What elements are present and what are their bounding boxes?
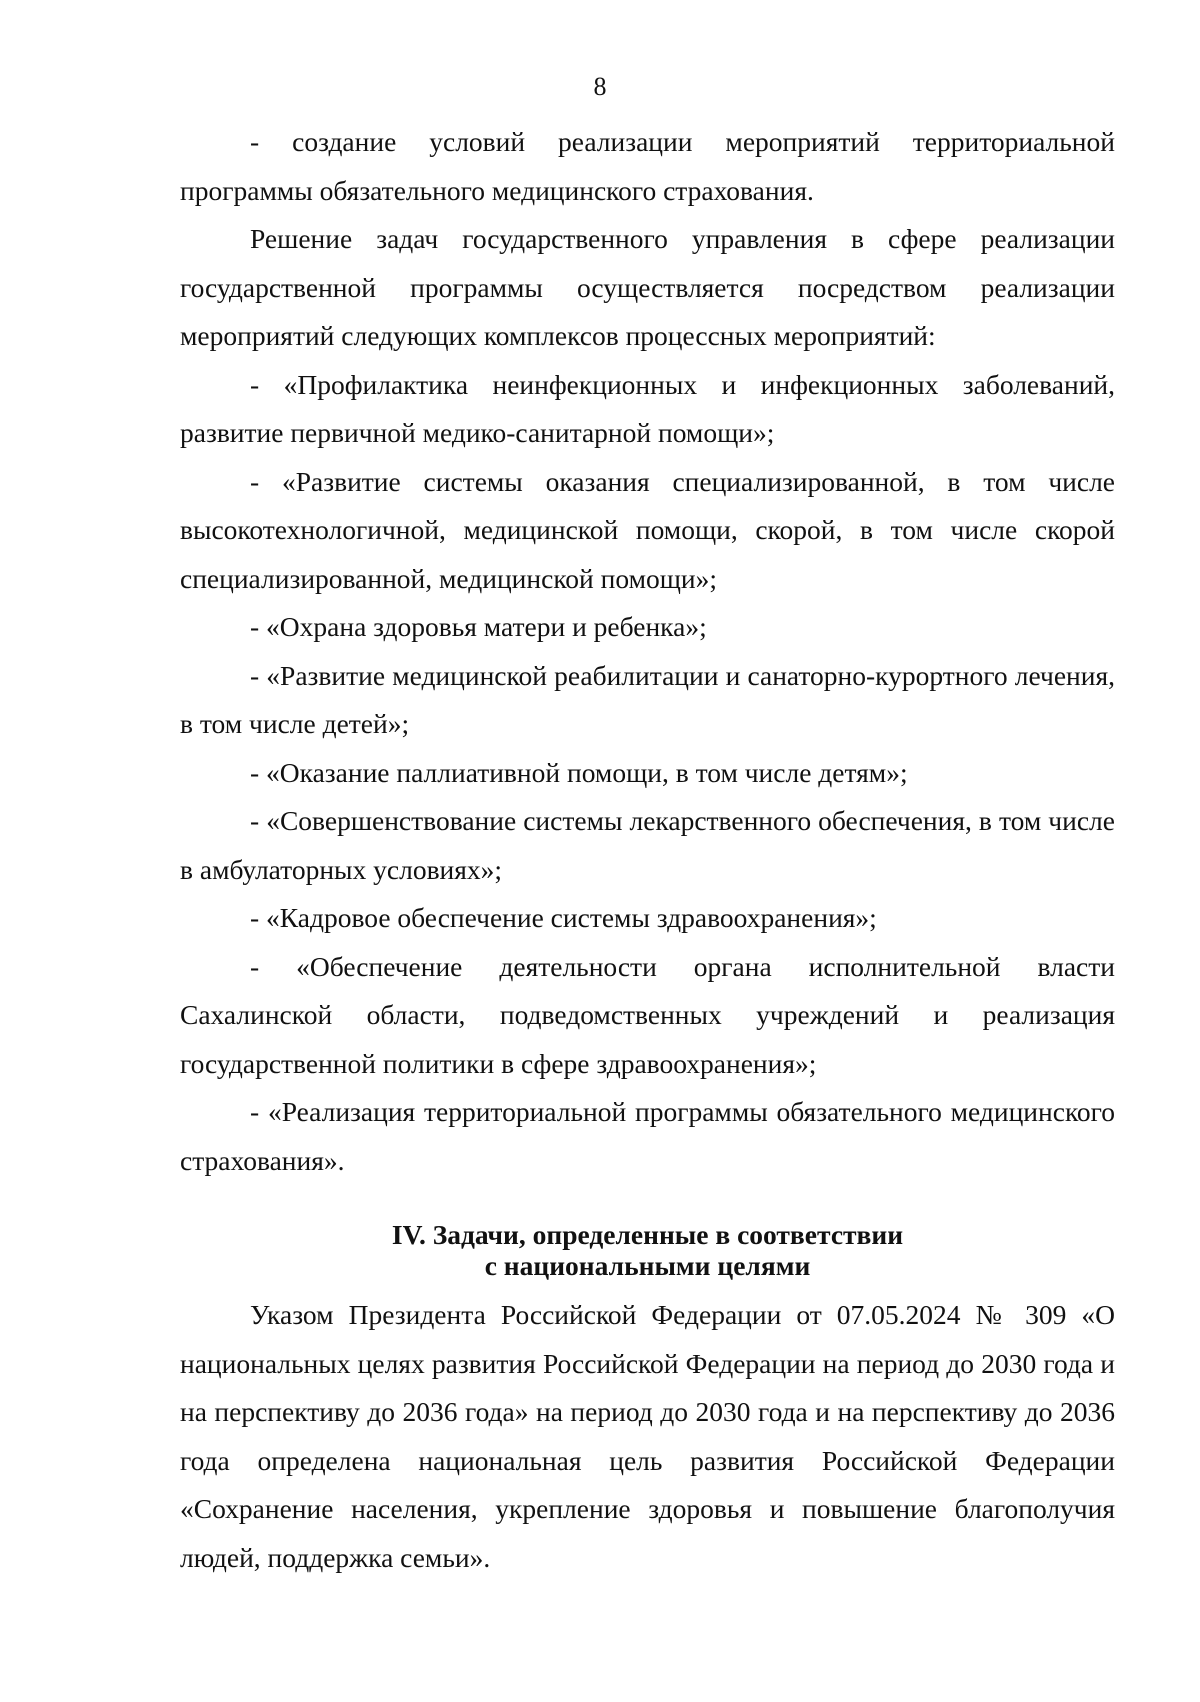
list-item: - «Развитие системы оказания специализированной, в том числе высокотехнологичной, медицинской помощи, скорой, в том числе скорой специализированной, медицинской помощи»; [180, 465, 1115, 594]
paragraph: - создание условий реализации мероприятий территориальной программы обязательного медицинского страхования. [180, 126, 1115, 206]
list-item: - «Реализация территориальной программы обязательного медицинского страхования». [180, 1096, 1115, 1176]
list-item: - «Обеспечение деятельности органа исполнительной власти Сахалинской области, подведомственных учреждений и реализация государственной политики в сфере здравоохранения»; [180, 950, 1115, 1079]
list-item: - «Оказание паллиативной помощи, в том числе детям»; [250, 756, 908, 788]
list-item: - «Профилактика неинфекционных и инфекционных заболеваний, развитие первичной медико-санитарной помощи»; [180, 368, 1115, 448]
list-item: - «Совершенствование системы лекарственного обеспечения, в том числе в амбулаторных условиях»; [180, 805, 1115, 885]
section-heading-line-2: с национальными целями [484, 1250, 811, 1281]
list-item: - «Кадровое обеспечение системы здравоохранения»; [250, 902, 877, 933]
list-item: - «Охрана здоровья матери и ребенка»; [250, 611, 707, 642]
paragraph: Указом Президента Российской Федерации от 07.05.2024 № 309 «О национальных целях развития Российской Федерации на период до 2030 года и на перспективу до 2036 года» на период до 2030 года и на перспективу до 2036 года определена национальная цель развития Российской Федерации «Сохранение населения, укрепление здоровья и повышение благополучия людей, поддержка семьи». [180, 1299, 1115, 1573]
list-item: - «Развитие медицинской реабилитации и санаторно-курортного лечения, в том числе детей»; [180, 659, 1115, 739]
paragraph: Решение задач государственного управления в сфере реализации государственной программы осуществляется посредством реализации мероприятий следующих комплексов процессных мероприятий: [180, 223, 1115, 351]
document-body [180, 118, 1115, 1582]
section-heading-line-1: IV. Задачи, определенные в соответствии [391, 1219, 904, 1250]
section-heading [180, 1219, 1115, 1281]
page-number: 8 [593, 72, 607, 101]
